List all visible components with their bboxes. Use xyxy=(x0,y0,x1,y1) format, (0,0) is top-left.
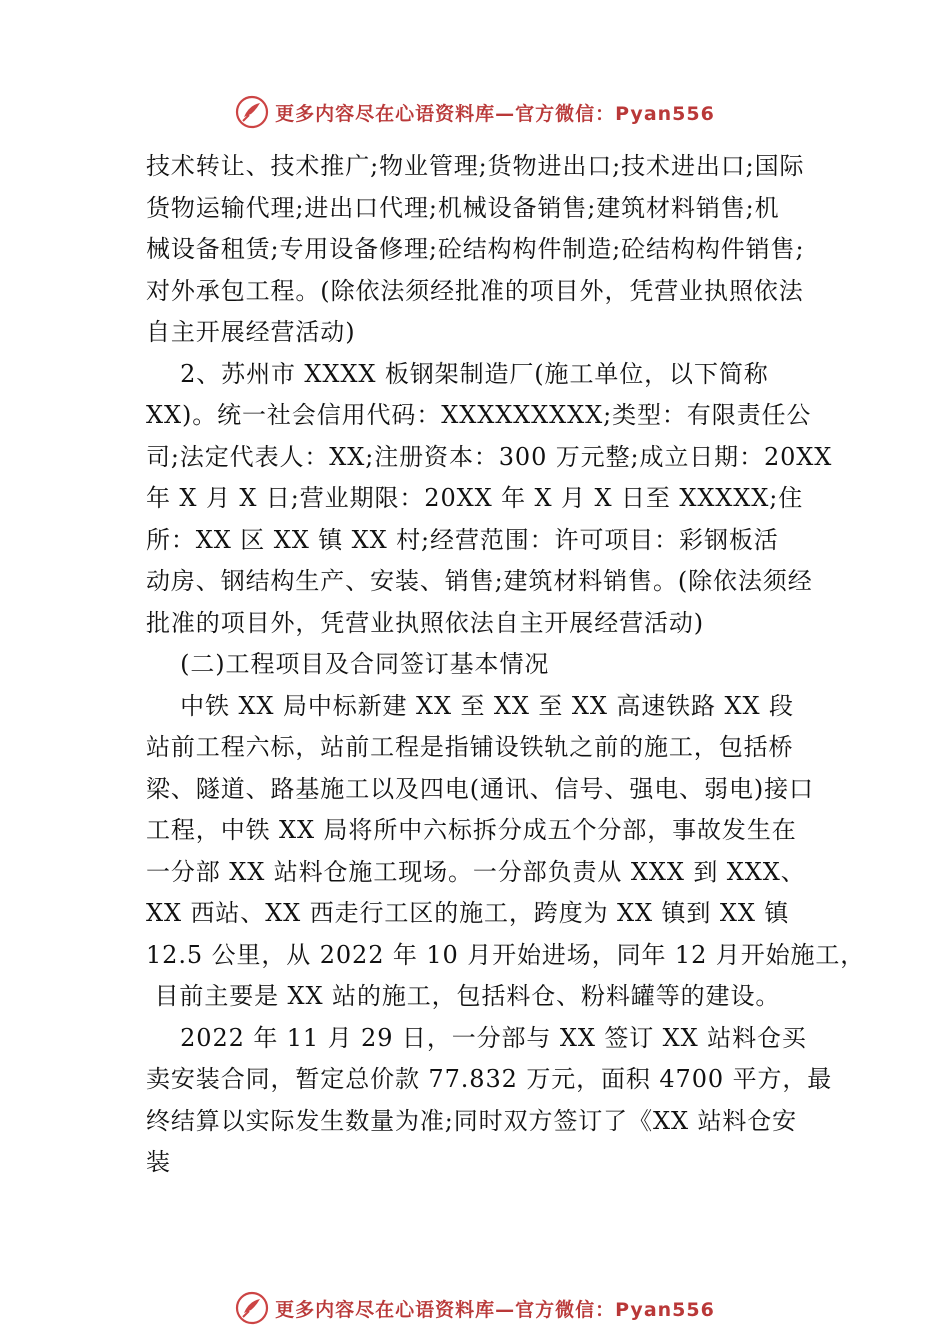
body-line: 梁、隧道、路基施工以及四电(通讯、信号、强电、弱电)接口 xyxy=(146,774,814,803)
body-line: 一分部 XX 站料仓施工现场。一分部负责从 XXX 到 XXX、 xyxy=(146,857,806,886)
body-line: 动房、钢结构生产、安装、销售;建筑材料销售。(除依法须经 xyxy=(146,567,813,595)
body-line: 目前主要是 XX 站的施工，包括料仓、粉料罐等的建设。 xyxy=(146,982,781,1010)
brand-logo-icon xyxy=(235,1291,269,1325)
body-line: 2、苏州市 XXXX 板钢架制造厂(施工单位，以下简称 xyxy=(146,359,769,388)
body-line: 中铁 XX 局中标新建 XX 至 XX 至 XX 高速铁路 XX 段 xyxy=(146,691,794,720)
body-line: XX)。统一社会信用代码：XXXXXXXXX;类型：有限责任公 xyxy=(146,401,812,429)
section-heading: (二)工程项目及合同签订基本情况 xyxy=(146,650,550,678)
brand-logo-icon xyxy=(235,95,269,129)
header-banner xyxy=(0,92,950,132)
body-line: XX 西站、XX 西走行工区的施工，跨度为 XX 镇到 XX 镇 xyxy=(146,899,790,927)
body-line: 所：XX 区 XX 镇 XX 村;经营范围：许可项目：彩钢板活 xyxy=(146,525,779,554)
body-line: 12.5 公里，从 2022 年 10 月开始进场，同年 12 月开始施工， xyxy=(146,940,866,969)
body-line: 终结算以实际发生数量为准;同时双方签订了《XX 站料仓安 xyxy=(146,1106,798,1135)
body-line: 批准的项目外，凭营业执照依法自主开展经营活动) xyxy=(146,608,705,637)
header-banner-text: 更多内容尽在心语资料库—官方微信：Pyan556 xyxy=(275,102,715,125)
body-line: 司;法定代表人：XX;注册资本：300 万元整;成立日期：20XX xyxy=(146,442,833,471)
body-line: 货物运输代理;进出口代理;机械设备销售;建筑材料销售;机 xyxy=(146,193,780,222)
body-line: 技术转让、技术推广;物业管理;货物进出口;技术进出口;国际 xyxy=(146,152,805,180)
document-body xyxy=(146,146,866,1184)
footer-banner-text: 更多内容尽在心语资料库—官方微信：Pyan556 xyxy=(275,1298,715,1321)
body-line: 工程，中铁 XX 局将所中六标拆分成五个分部，事故发生在 xyxy=(146,816,797,844)
body-line: 械设备租赁;专用设备修理;砼结构构件制造;砼结构构件销售; xyxy=(146,235,805,263)
body-line: 卖安装合同，暂定总价款 77.832 万元，面积 4700 平方，最 xyxy=(146,1065,833,1093)
body-line: 装 xyxy=(146,1148,171,1176)
body-line: 站前工程六标，站前工程是指铺设铁轨之前的施工，包括桥 xyxy=(146,733,794,761)
body-line: 自主开展经营活动) xyxy=(146,318,356,346)
body-line: 年 X 月 X 日;营业期限：20XX 年 X 月 X 日至 XXXXX;住 xyxy=(146,484,804,512)
body-line: 对外承包工程。(除依法须经批准的项目外，凭营业执照依法 xyxy=(146,276,804,305)
body-line: 2022 年 11 月 29 日，一分部与 XX 签订 XX 站料仓买 xyxy=(146,1023,807,1052)
footer-banner xyxy=(0,1288,950,1328)
